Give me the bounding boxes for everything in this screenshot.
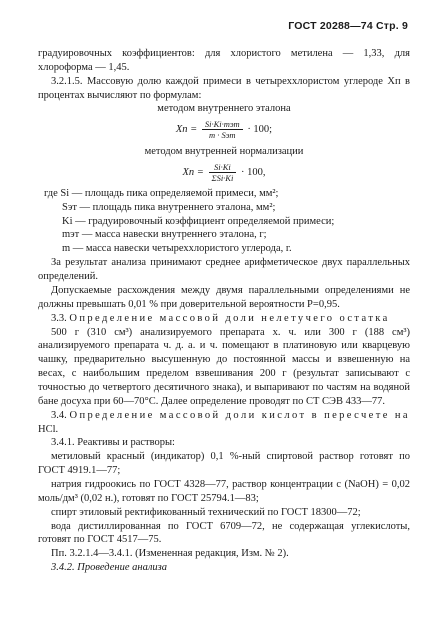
formula-1-denominator: m · Sэт [209, 130, 236, 141]
section-3-4-heading [38, 409, 410, 437]
method-internal-standard: методом внутреннего эталона [157, 103, 291, 115]
paragraph-distilled-water: вода дистиллированная по ГОСТ 6709—72, не содержащая углекислоты, готовят по ГОСТ 4517—75. [38, 520, 410, 546]
formula-2-fraction [209, 162, 237, 183]
section-3-4-title: Определение массовой доли кислот в пересчете на [69, 409, 410, 421]
paragraph-sodium-hydroxide: натрия гидроокись по ГОСТ 4328—77, раствор концентрации c (NaOH) = 0,02 моль/дм³ (0,02 н.), готовят по ГОСТ 25794.1—83; [38, 478, 410, 504]
paragraph-coefficients: градуировочных коэффициентов: для хлористого метилена — 1,33, для хлороформа — 1,45. [38, 48, 410, 73]
document-body [38, 47, 410, 575]
formula-internal-standard [38, 119, 410, 140]
formula-2-denominator: ΣSi·Ki [211, 172, 234, 183]
section-3-4-number: 3.4. [51, 409, 67, 421]
paragraph-result: За результат анализа принимают среднее арифметическое двух параллельных определений. [38, 257, 410, 283]
formula-1-lhs: Xп = [175, 124, 198, 136]
section-3-3-heading [38, 312, 410, 326]
variable-definitions [44, 187, 410, 256]
formula-internal-normalization [38, 162, 410, 183]
paragraph-amendment: Пп. 3.2.1.4—3.4.1. (Измененная редакция, Изм. № 2). [51, 548, 289, 560]
paragraph-ethyl-alcohol: спирт этиловый ректификованный технический по ГОСТ 18300—72; [51, 506, 361, 518]
paragraph-methyl-red: метиловый красный (индикатор) 0,1 %-ный спиртовой раствор готовят по ГОСТ 4919.1—77; [38, 451, 410, 477]
definition-met: mэт — масса навески внутреннего эталона, г; [62, 229, 267, 241]
definition-ki: Ki — градуировочный коэффициент определяемой примеси; [62, 215, 335, 227]
definition-m: m — масса навески четыреххлористого углерода, г. [62, 243, 292, 255]
page-header: ГОСТ 20288—74 Стр. 9 [288, 20, 408, 32]
definition-si: где Si — площадь пика определяемой примеси, мм²; [44, 187, 279, 199]
section-3-4-2-title: 3.4.2. Проведение анализа [51, 562, 168, 574]
paragraph-3-2-1-5: 3.2.1.5. Массовую долю каждой примеси в четыреххлористом углероде Xп в процентах вычисляют по формулам: [38, 75, 410, 101]
paragraph-3-4-2 [38, 561, 410, 575]
formula-1-numerator: Si·Ki·mэт [202, 119, 243, 130]
paragraph-tolerance: Допускаемые расхождения между двумя параллельными определениями не должны превышать 0,01 % при доверительной вероятности P=0,95. [38, 284, 410, 310]
method-internal-normalization: методом внутренней нормализации [144, 145, 304, 157]
formula-2-lhs: Xп = [182, 166, 204, 178]
formula-1-fraction [202, 119, 243, 140]
paragraph-reagents-heading: 3.4.1. Реактивы и растворы: [51, 437, 175, 449]
definition-set: Sэт — площадь пика внутреннего эталона, мм²; [62, 201, 276, 213]
section-3-3-number: 3.3. [51, 312, 67, 324]
formula-1-tail: · 100; [247, 124, 273, 136]
formula-2-numerator: Si·Ki [209, 162, 237, 173]
paragraph-residue-procedure: 500 г (310 см³) анализируемого препарата х. ч. или 300 г (188 см³) анализируемого препарата ч. д. а. и ч. помещают в платиновую или кварцевую чашку, предварительно высушенную до постоянной массы и взвешенную на весах, с наибольшим пределом взвешивания 200 г (результат записывают с точностью до четвертого десятичного знака), и выпаривают по частям на водяной бане досуха при 60—70°С. Далее определение проводят по СТ СЭВ 433—77. [38, 326, 410, 407]
section-3-3-title: Определение массовой доли нелетучего остатка [69, 312, 390, 324]
section-3-4-tail: HCl. [38, 423, 59, 435]
formula-2-tail: · 100, [240, 166, 266, 178]
